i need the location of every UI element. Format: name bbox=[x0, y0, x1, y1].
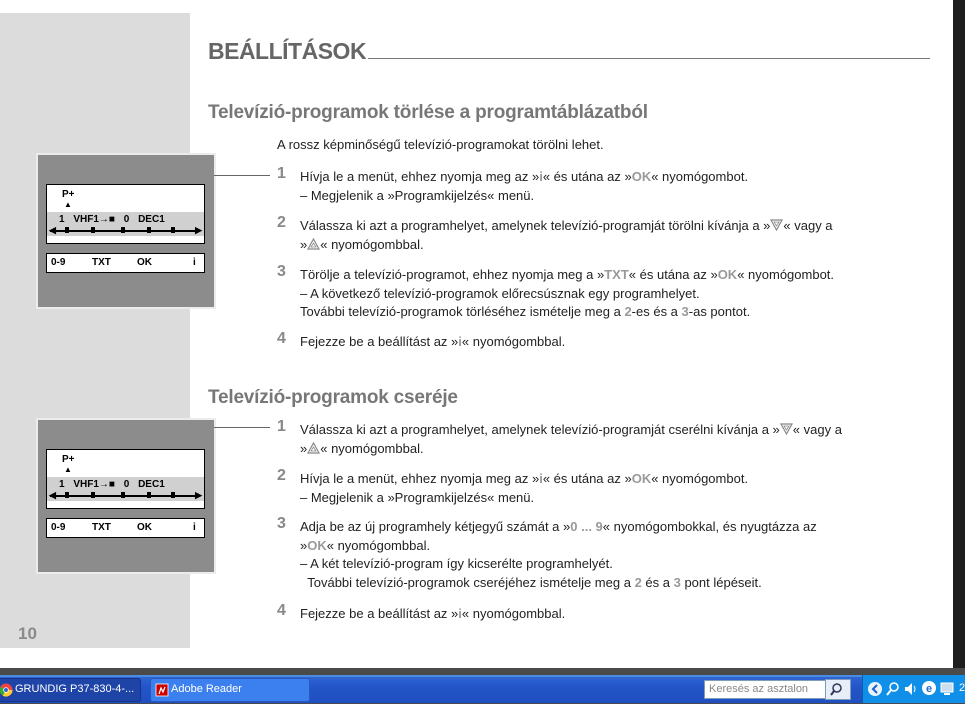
tv-screen-illustration bbox=[36, 418, 216, 574]
taskbar bbox=[0, 675, 965, 703]
p-plus-label: P+ bbox=[62, 189, 75, 200]
ie-icon[interactable] bbox=[921, 680, 937, 696]
document-page: 10 BEÁLLÍTÁSOK Televízió-programok törlése a programtáblázatból A rossz képminőségű televízió-programokat törölni lehet. 1 Hívja le a menüt, ehhez nyomja meg az »i« és utána az »OK« nyomógombot. – Megjelenik a »Programkijelzés« menü. 2 Válassza ki azt a programhelyet, amelynek televízió-programját törölni kívánja a » « vagy a » « nyomógombbal. 3 Törölje a televízió-programot, ehhez nyomja meg a »TXT« és utána az »OK« nyomógombot. – A következő televízió-programok előrecsúsznak egy programhelyet. További televízió-programok törléséhez ismételje meg a 2-es és a 3-as pontot. 4 Fejezze be a beállítást az »i« nyomógombbal. Televízió-programok cseréje 1 Válassza ki azt a programhelyet, amelynek televízió-programját cserélni kívánja a » « vagy a » « nyomógombbal. 2 Hívja le a menüt, ehhez nyomja meg az »i« és utána az »OK« nyomógombot. – Megjelenik a »Programkijelzés« menü. 3 Adja be az új programhely kétjegyű számát a »0 ... 9« nyomógombokkal, és nyugtázza az »OK« nyomógombbal. – A két televízió-program így kicserélte programhelyét. További televízió-programok cseréjéhez ismételje meg a 2 és a 3 pont lépéseit. 4 Fejezze be a beállítást az »i« nyomógombbal. P+ ▲ 1 VHF1→■ 0 DEC1 ◀ ▶ 0-9 TXT OK i P+ ▲ 1 VHF1→■ 0 DEC1 ◀ ▶ 0-9 TXT OK i bbox=[0, 0, 953, 668]
left-arrow-icon: ◀ bbox=[49, 490, 56, 500]
desktop-search-input[interactable]: Keresés az asztalon bbox=[704, 680, 826, 699]
step-number: 4 bbox=[277, 602, 286, 619]
search-button[interactable] bbox=[825, 679, 851, 700]
down-button-icon bbox=[780, 423, 793, 435]
page-number: 10 bbox=[18, 624, 37, 643]
connector-line bbox=[214, 175, 270, 176]
up-arrow-icon: ▲ bbox=[64, 465, 72, 474]
step-number: 4 bbox=[277, 330, 286, 347]
taskbar-item-adobe-reader[interactable]: Adobe Reader bbox=[150, 678, 310, 702]
p-plus-label: P+ bbox=[62, 454, 75, 465]
step-number: 3 bbox=[277, 263, 286, 280]
search-icon bbox=[826, 680, 850, 699]
section-intro: A rossz képminőségű televízió-programokat törölni lehet. bbox=[277, 137, 604, 152]
step-number: 1 bbox=[277, 165, 286, 182]
button-legend: 0-9 TXT OK i bbox=[46, 518, 205, 538]
clock[interactable]: 2 bbox=[959, 682, 965, 694]
tray-expand-icon[interactable] bbox=[867, 681, 883, 697]
section-title-swap: Televízió-programok cseréje bbox=[208, 387, 458, 408]
button-legend: 0-9 TXT OK i bbox=[46, 253, 205, 273]
tv-screen-illustration bbox=[36, 153, 216, 309]
tray-search-icon[interactable] bbox=[885, 681, 901, 697]
pdf-icon bbox=[155, 683, 169, 697]
step-number: 1 bbox=[277, 418, 286, 435]
up-button-icon bbox=[307, 442, 320, 454]
program-display-panel bbox=[46, 449, 205, 509]
chrome-icon bbox=[0, 683, 13, 697]
vertical-scrollbar[interactable] bbox=[953, 0, 965, 668]
up-button-icon bbox=[307, 238, 320, 250]
down-button-icon bbox=[770, 219, 783, 231]
step-number: 2 bbox=[277, 214, 286, 231]
step-number: 2 bbox=[277, 467, 286, 484]
volume-icon[interactable] bbox=[903, 681, 919, 697]
scale-line bbox=[50, 230, 200, 232]
left-arrow-icon: ◀ bbox=[49, 225, 56, 235]
section-title-delete: Televízió-programok törlése a programtáblázatból bbox=[208, 102, 648, 123]
system-tray bbox=[862, 675, 965, 703]
network-icon[interactable] bbox=[939, 681, 955, 697]
channel-row: 1 VHF1→■ 0 DEC1 bbox=[59, 479, 165, 490]
step-number: 3 bbox=[277, 515, 286, 532]
scale-line bbox=[50, 495, 200, 497]
heading-rule bbox=[368, 58, 930, 59]
taskbar-item-grundig[interactable]: GRUNDIG P37-830-4-... bbox=[0, 678, 141, 702]
page-heading: BEÁLLÍTÁSOK bbox=[208, 38, 367, 64]
right-arrow-icon: ▶ bbox=[195, 490, 202, 500]
channel-row: 1 VHF1→■ 0 DEC1 bbox=[59, 214, 165, 225]
connector-line bbox=[214, 427, 270, 428]
up-arrow-icon: ▲ bbox=[64, 200, 72, 209]
right-arrow-icon: ▶ bbox=[195, 225, 202, 235]
program-display-panel bbox=[46, 184, 205, 244]
svg-text:e: e bbox=[925, 683, 933, 695]
